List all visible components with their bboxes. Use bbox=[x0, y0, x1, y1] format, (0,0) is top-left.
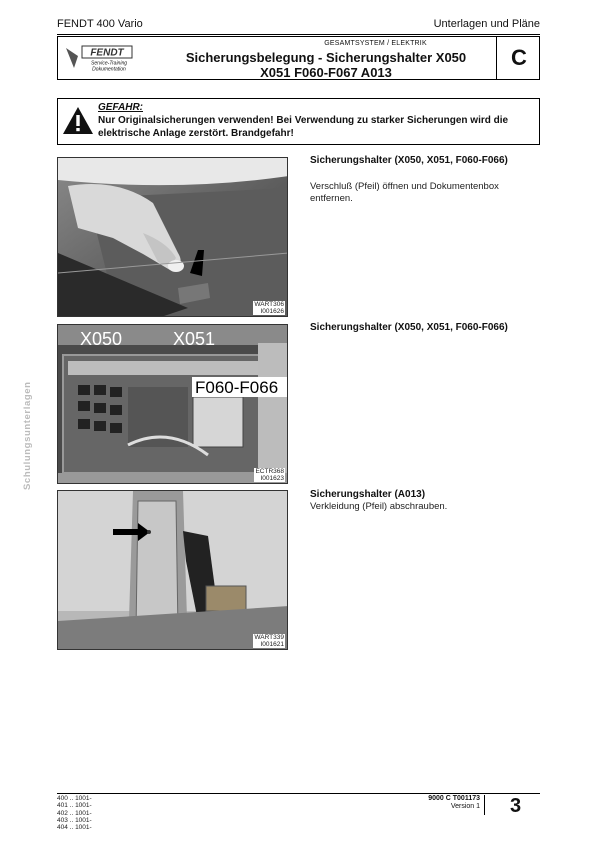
header-right: Unterlagen und Pläne bbox=[433, 18, 540, 30]
page-title bbox=[146, 50, 506, 80]
warning-text: Nur Originalsicherungen verwenden! Bei Verwendung zu starker Sicherungen wird die elektrische Anlage zerstört. Brandgefahr! bbox=[98, 115, 509, 139]
image-code-1: WART306 bbox=[254, 301, 284, 308]
model-item: 403 .. 1001- bbox=[57, 816, 92, 824]
model-item: 402 .. 1001- bbox=[57, 809, 92, 817]
fendt-logo bbox=[64, 44, 136, 74]
image-code-3: WART339 bbox=[254, 634, 284, 641]
warning-title: GEFAHR: bbox=[98, 102, 143, 113]
footer-divider bbox=[484, 795, 485, 815]
photo-document-box bbox=[57, 157, 288, 317]
photo-fuse-holders bbox=[57, 324, 288, 484]
chapter-letter: C bbox=[496, 36, 541, 80]
model-list bbox=[57, 795, 92, 831]
image-id-1: I001626 bbox=[253, 308, 285, 315]
header-rule bbox=[57, 34, 540, 35]
model-item: 404 .. 1001- bbox=[57, 824, 92, 832]
step-1-text: Verschluß (Pfeil) öffnen und Dokumentenbox entfernen. bbox=[310, 181, 499, 204]
step-1-heading: Sicherungshalter (X050, X051, F060-F066) bbox=[310, 155, 508, 166]
svg-text:FENDT: FENDT bbox=[90, 47, 124, 59]
document-version: Version 1 bbox=[450, 803, 480, 810]
label-x051: X051 bbox=[173, 329, 216, 349]
photo-a013-cover bbox=[57, 490, 288, 650]
model-item: 400 .. 1001- bbox=[57, 795, 92, 802]
image-code-2: ECTR368 bbox=[255, 468, 284, 475]
header-left: FENDT 400 Vario bbox=[57, 18, 143, 30]
step-3-text: Verkleidung (Pfeil) abschrauben. bbox=[310, 501, 448, 512]
section-label: GESAMTSYSTEM / ELEKTRIK bbox=[324, 40, 427, 47]
page-number: 3 bbox=[510, 795, 522, 817]
image-id-2: I001623 bbox=[254, 475, 285, 482]
svg-text:Dokumentation: Dokumentation bbox=[92, 66, 126, 73]
model-item: 401 .. 1001- bbox=[57, 802, 92, 810]
title-line-1: Sicherungsbelegung - Sicherungshalter X050 bbox=[185, 50, 467, 65]
title-line-2: X051 F060-F067 A013 bbox=[260, 65, 392, 80]
document-number: 9000 C T001173 bbox=[428, 795, 480, 802]
sidebar-label: Schulungsunterlagen bbox=[22, 381, 33, 490]
footer-rule bbox=[57, 793, 540, 794]
svg-text:Service-Training: Service-Training bbox=[90, 60, 128, 67]
label-x050: X050 bbox=[80, 329, 123, 349]
step-3-heading: Sicherungshalter (A013) bbox=[310, 489, 426, 500]
image-id-3: I001621 bbox=[253, 641, 285, 648]
step-2-heading: Sicherungshalter (X050, X051, F060-F066) bbox=[310, 322, 508, 333]
warning-triangle-icon bbox=[62, 105, 94, 137]
title-box bbox=[57, 36, 540, 80]
warning-box bbox=[57, 98, 540, 145]
label-f060-f066: F060-F066 bbox=[195, 378, 279, 397]
